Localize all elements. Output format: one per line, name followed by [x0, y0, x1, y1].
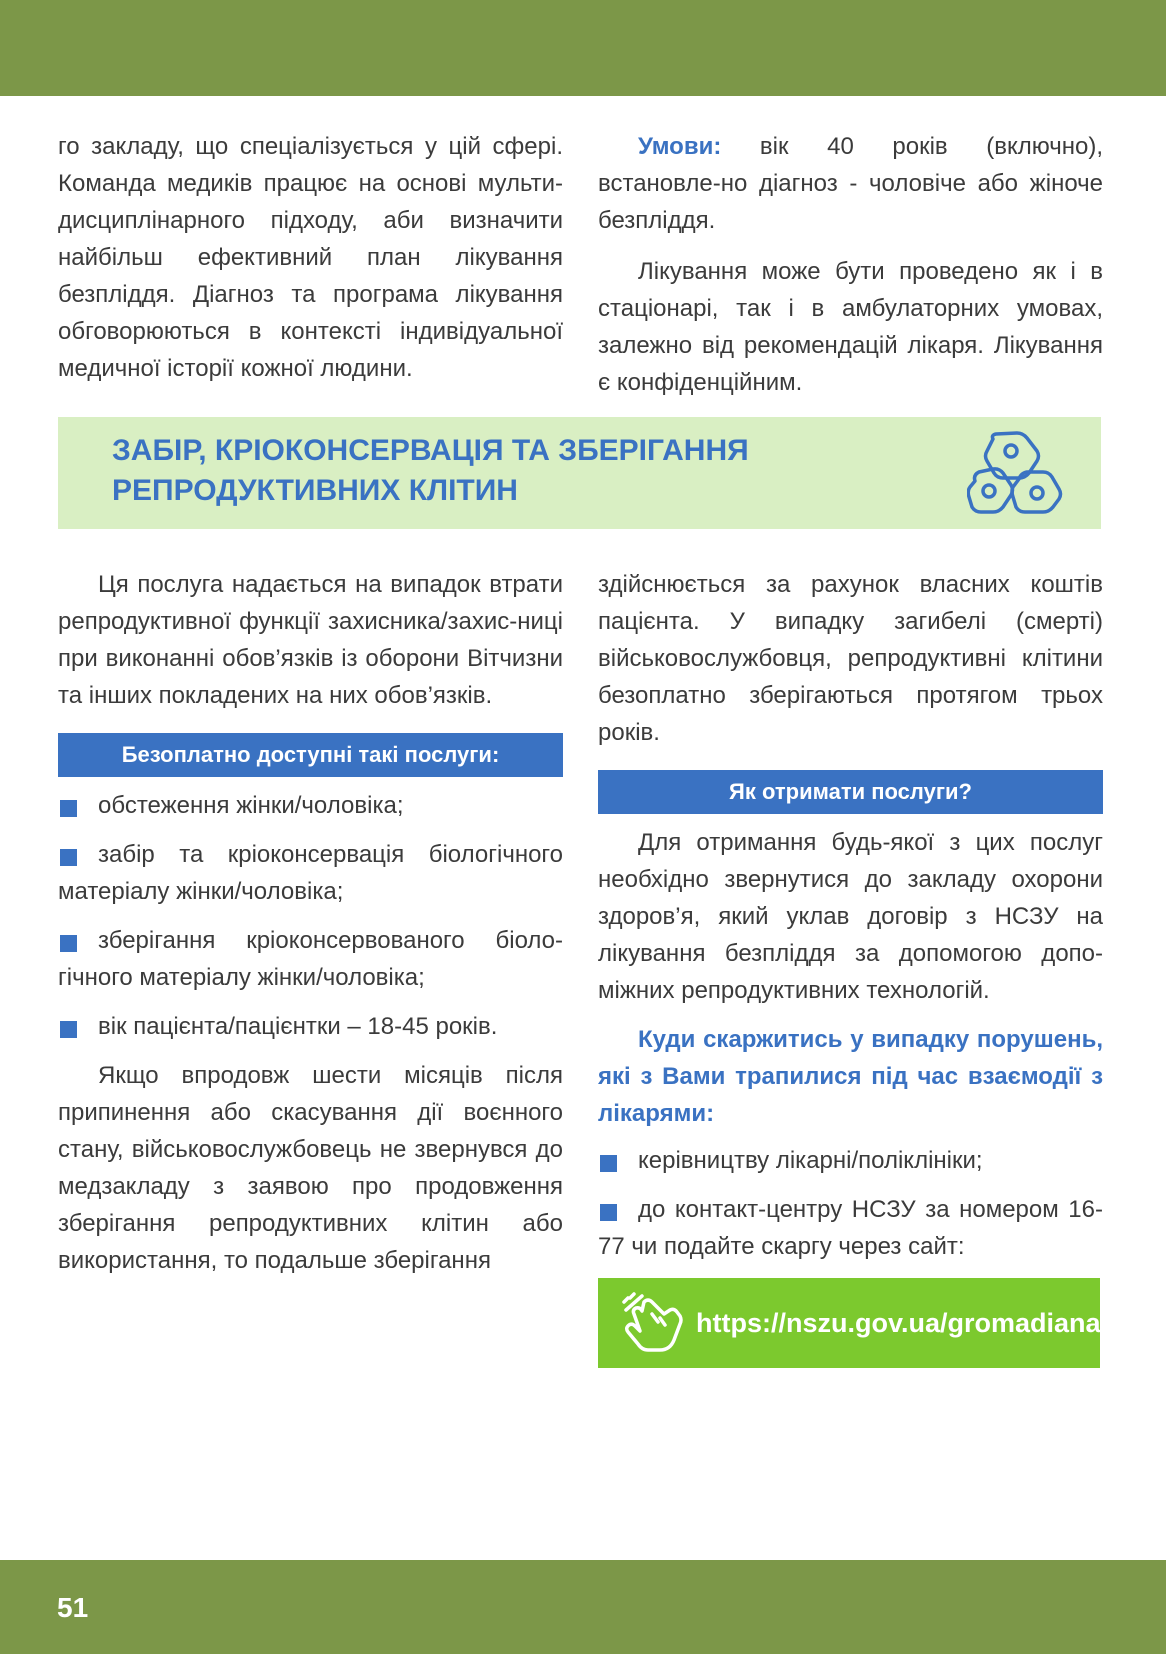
intro-left-column — [58, 128, 563, 387]
bullet-square-icon — [60, 849, 77, 866]
page-number: 51 — [57, 1592, 89, 1623]
conditions-label: Умови: — [638, 133, 722, 160]
conditions-paragraph — [598, 128, 1103, 239]
list-item: вік пацієнта/пацієнтки – 18-45 років. — [58, 1008, 563, 1045]
list-item: керівництву лікарні/поліклініки; — [598, 1142, 1103, 1179]
treatment-paragraph: Лікування може бути проведено як і в стаціонарі, так і в амбулаторних умовах, залежно від рекомендацій лікаря. Лікування є конфіденційним. — [598, 258, 1103, 396]
list-item: зберігання кріоконсервованого біоло-гічного матеріалу жінки/чоловіка; — [58, 927, 563, 991]
complaint-heading: Куди скаржитись у випадку порушень, які з Вами трапилися під час взаємодії з лікарями: — [598, 1026, 1103, 1127]
bullet-square-icon — [60, 935, 77, 952]
bullet-square-icon — [60, 800, 77, 817]
complaint-list — [598, 1142, 1103, 1265]
list-item: обстеження жінки/чоловіка; — [58, 787, 563, 824]
section-title — [112, 431, 812, 511]
cells-icon — [967, 431, 1063, 515]
pointing-hand-icon — [620, 1292, 684, 1354]
nszu-link-box[interactable] — [598, 1278, 1125, 1368]
how-to-get-header: Як отримати послуги? — [598, 770, 1103, 814]
bullet-square-icon — [60, 1021, 77, 1038]
storage-paragraph: Якщо впродовж шести місяців після припинення або скасування дії воєнного стану, військовослужбовець не звернувся до медзакладу з заявою про продовження зберігання репродуктивних клітин або використання, то подальше зберігання — [58, 1062, 563, 1274]
continuation-paragraph: здійснюється за рахунок власних коштів пацієнта. У випадку загибелі (смерті) військовослужбовця, репродуктивні клітини безоплатно зберігаються протягом трьох років. — [598, 571, 1103, 746]
section-heading-bar — [58, 417, 1101, 529]
free-services-header: Безоплатно доступні такі послуги: — [58, 733, 563, 777]
bullet-square-icon — [600, 1204, 617, 1221]
right-column — [598, 566, 1103, 1265]
service-intro-paragraph: Ця послуга надається на випадок втрати репродуктивної функції захисника/захис-ниці при виконанні обов’язків із оборони Вітчизни та інших покладених на них обов’язків. — [58, 571, 563, 709]
nszu-link[interactable]: https://nszu.gov.ua/gromadianam — [696, 1308, 1125, 1338]
how-to-get-paragraph: Для отримання будь-якої з цих послуг необхідно звернутися до закладу охорони здоров’я, який уклав договір з НСЗУ на лікування безпліддя за допомогою допо-міжних репродуктивних технологій. — [598, 829, 1103, 1004]
intro-right-column — [598, 128, 1103, 401]
section-title-line-1: ЗАБІР, КРІОКОНСЕРВАЦІЯ ТА ЗБЕРІГАННЯ — [112, 434, 749, 467]
list-item: до контакт-центру НСЗУ за номером 16-77 чи подайте скаргу через сайт: — [598, 1196, 1103, 1260]
intro-left-paragraph: го закладу, що спеціалізується у цій сфері. Команда медиків працює на основі мульти-дисциплінарного підходу, аби визначити найбільш ефективний план лікування безпліддя. Діагноз та програма лікування обговорюються в контексті індивідуальної медичної історії кожної людини. — [58, 133, 563, 382]
section-title-line-2: РЕПРОДУКТИВНИХ КЛІТИН — [112, 474, 518, 507]
top-band — [0, 0, 1166, 96]
bullet-square-icon — [600, 1155, 617, 1172]
conditions-text: вік 40 років (включно), встановле-но діагноз - чоловіче або жіноче безпліддя. — [598, 133, 1103, 234]
free-services-list — [58, 787, 563, 1045]
left-column — [58, 566, 563, 1279]
list-item: забір та кріоконсервація біологічного матеріалу жінки/чоловіка; — [58, 841, 563, 905]
bottom-band — [0, 1560, 1166, 1654]
